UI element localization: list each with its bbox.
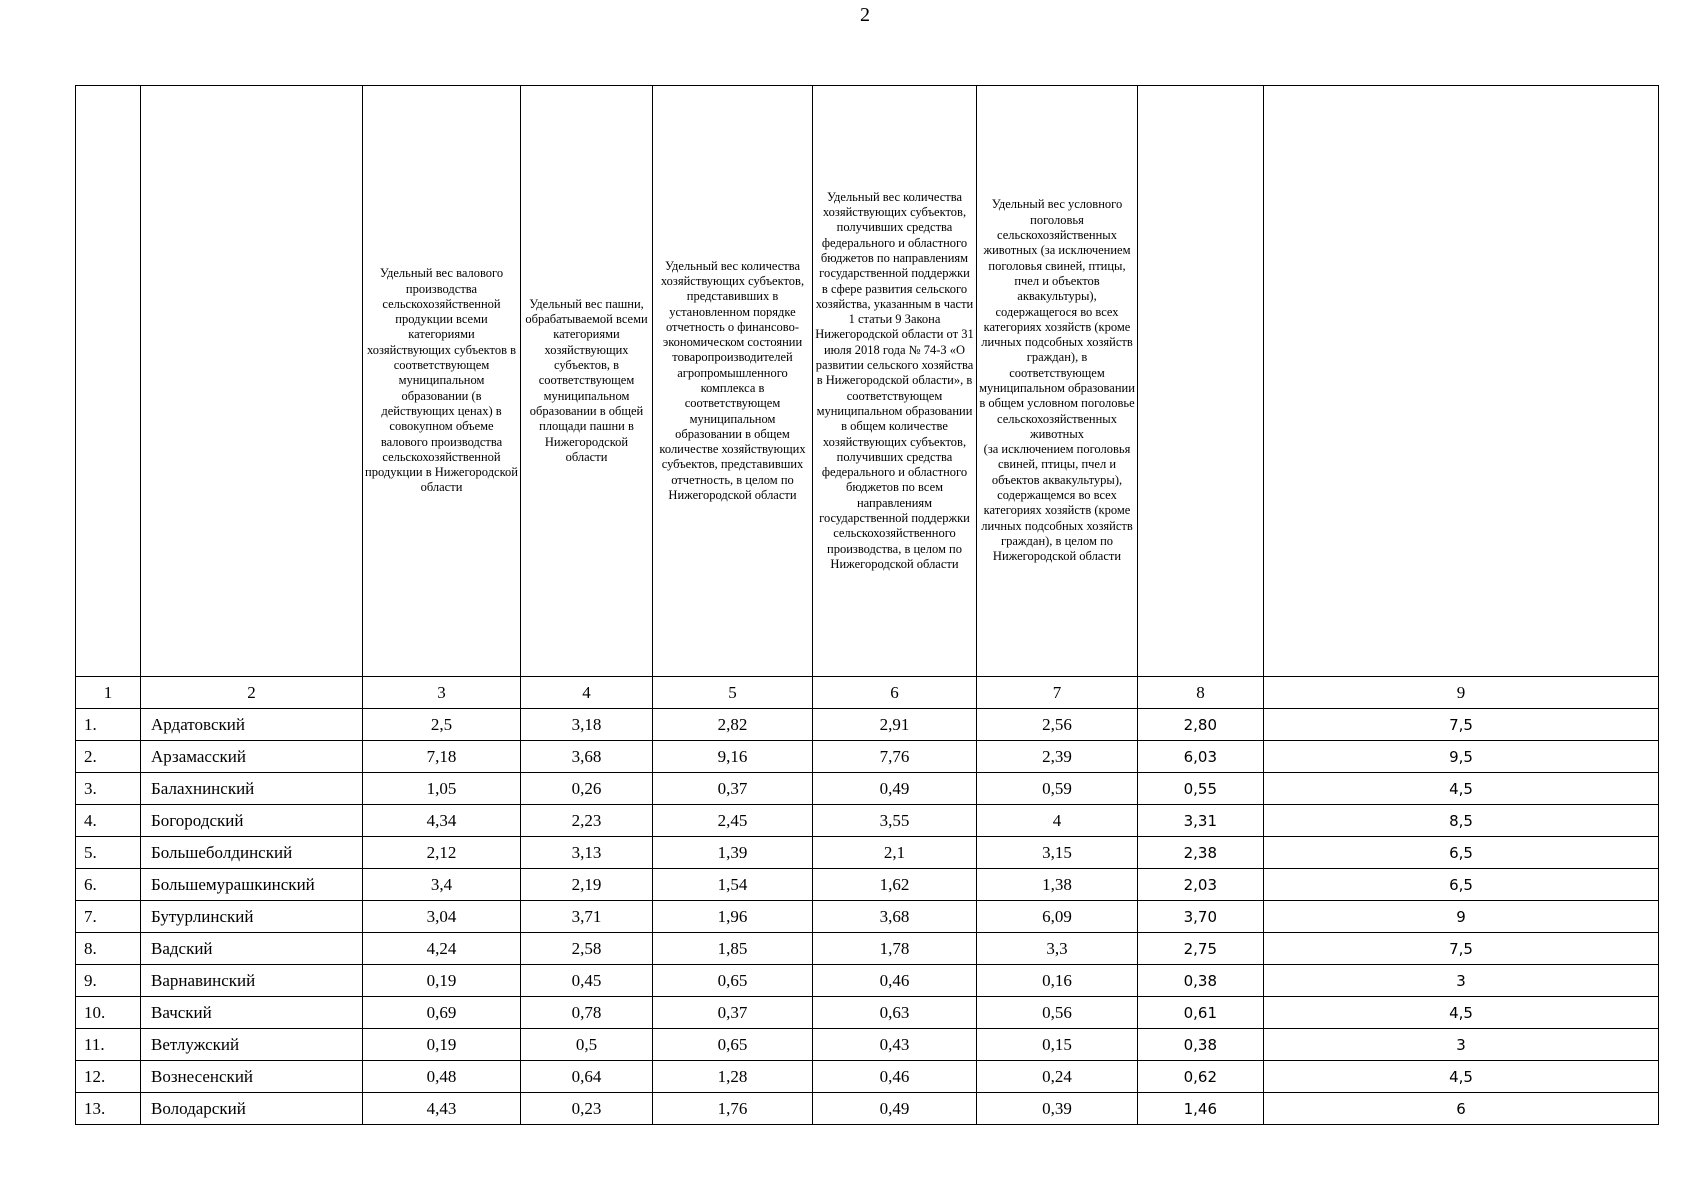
table-row [76, 805, 1659, 837]
value-col-7: 4 [977, 805, 1138, 837]
row-number: 11. [76, 1029, 141, 1061]
value-col-3: 0,19 [363, 965, 521, 997]
value-col-8: 0,38 [1138, 965, 1264, 997]
value-col-8: 2,03 [1138, 869, 1264, 901]
value-col-7: 0,24 [977, 1061, 1138, 1093]
value-col-5: 1,85 [653, 933, 813, 965]
table-row [76, 741, 1659, 773]
value-col-5: 0,65 [653, 965, 813, 997]
table-row [76, 1061, 1659, 1093]
column-number: 3 [363, 677, 521, 709]
row-number: 9. [76, 965, 141, 997]
district-name: Ветлужский [141, 1029, 363, 1061]
value-col-9: 6,5 [1264, 869, 1659, 901]
value-col-3: 2,12 [363, 837, 521, 869]
value-col-7: 3,3 [977, 933, 1138, 965]
row-number: 7. [76, 901, 141, 933]
table-row [76, 1029, 1659, 1061]
value-col-5: 9,16 [653, 741, 813, 773]
value-col-4: 2,19 [521, 869, 653, 901]
table-row [76, 997, 1659, 1029]
district-name: Вачский [141, 997, 363, 1029]
value-col-6: 1,78 [813, 933, 977, 965]
district-name: Большеболдинский [141, 837, 363, 869]
table-row [76, 965, 1659, 997]
value-col-3: 3,4 [363, 869, 521, 901]
header-cell-6: Удельный вес количества хозяйствующих субъектов, получивших средства федерального и областного бюджетов по направлениям государственной поддержки в сфере развития сельского хозяйства, указанным в части 1 статьи 9 Закона Нижегородской области от 31 июля 2018 года № 74-З «О развитии сельского хозяйства в Нижегородской области», в соответствующем муниципальном образовании в общем количестве хозяйствующих субъектов, получивших средства федерального и областного бюджетов по всем направлениям государственной поддержки сельскохозяйственного производства, в целом по Нижегородской области [813, 86, 977, 677]
value-col-5: 0,65 [653, 1029, 813, 1061]
column-number: 9 [1264, 677, 1659, 709]
value-col-9: 7,5 [1264, 709, 1659, 741]
header-cell-5: Удельный вес количества хозяйствующих субъектов, представивших в установленном порядке отчетность о финансово-экономическом состоянии товаропроизводителей агропромышленного комплекса в соответствующем муниципальном образовании в общем количестве хозяйствующих субъектов, представивших отчетность, в целом по Нижегородской области [653, 86, 813, 677]
value-col-5: 1,28 [653, 1061, 813, 1093]
value-col-7: 0,15 [977, 1029, 1138, 1061]
row-number: 1. [76, 709, 141, 741]
district-name: Вознесенский [141, 1061, 363, 1093]
value-col-6: 2,91 [813, 709, 977, 741]
row-number: 6. [76, 869, 141, 901]
value-col-5: 2,45 [653, 805, 813, 837]
value-col-8: 0,38 [1138, 1029, 1264, 1061]
row-number: 8. [76, 933, 141, 965]
value-col-6: 1,62 [813, 869, 977, 901]
value-col-7: 2,56 [977, 709, 1138, 741]
value-col-9: 4,5 [1264, 997, 1659, 1029]
value-col-7: 3,15 [977, 837, 1138, 869]
row-number: 2. [76, 741, 141, 773]
district-name: Арзамасский [141, 741, 363, 773]
value-col-4: 3,18 [521, 709, 653, 741]
table-row [76, 773, 1659, 805]
district-name: Володарский [141, 1093, 363, 1125]
value-col-3: 0,69 [363, 997, 521, 1029]
value-col-3: 4,24 [363, 933, 521, 965]
value-col-7: 0,59 [977, 773, 1138, 805]
value-col-9: 6,5 [1264, 837, 1659, 869]
value-col-7: 1,38 [977, 869, 1138, 901]
district-name: Большемурашкинский [141, 869, 363, 901]
column-number: 1 [76, 677, 141, 709]
value-col-5: 0,37 [653, 773, 813, 805]
row-number: 5. [76, 837, 141, 869]
district-name: Вадский [141, 933, 363, 965]
value-col-9: 4,5 [1264, 773, 1659, 805]
header-cell-7-part-1: Удельный вес условного поголовья сельскохозяйственных животных (за исключением поголовья свиней, птицы, пчел и объектов аквакультуры), содержащегося во всех категориях хозяйств (кроме личных подсобных хозяйств граждан), в соответствующем муниципальном образовании в общем условном поголовье сельскохозяйственных животных [979, 197, 1135, 441]
value-col-9: 3 [1264, 1029, 1659, 1061]
district-name: Ардатовский [141, 709, 363, 741]
value-col-9: 4,5 [1264, 1061, 1659, 1093]
value-col-4: 0,45 [521, 965, 653, 997]
value-col-4: 3,13 [521, 837, 653, 869]
value-col-9: 9 [1264, 901, 1659, 933]
value-col-8: 0,55 [1138, 773, 1264, 805]
value-col-3: 2,5 [363, 709, 521, 741]
value-col-9: 3 [1264, 965, 1659, 997]
row-number: 12. [76, 1061, 141, 1093]
value-col-7: 0,56 [977, 997, 1138, 1029]
row-number: 4. [76, 805, 141, 837]
value-col-9: 8,5 [1264, 805, 1659, 837]
value-col-3: 0,19 [363, 1029, 521, 1061]
value-col-6: 0,46 [813, 965, 977, 997]
header-cell-3: Удельный вес валового производства сельскохозяйственной продукции всеми категориями хозяйствующих субъектов в соответствующем муниципальном образовании (в действующих ценах) в совокупном объеме валового производства сельскохозяйственной продукции в Нижегородской области [363, 86, 521, 677]
row-number: 13. [76, 1093, 141, 1125]
value-col-5: 1,39 [653, 837, 813, 869]
value-col-7: 0,16 [977, 965, 1138, 997]
district-name: Варнавинский [141, 965, 363, 997]
value-col-6: 7,76 [813, 741, 977, 773]
value-col-4: 3,71 [521, 901, 653, 933]
value-col-4: 3,68 [521, 741, 653, 773]
district-name: Бутурлинский [141, 901, 363, 933]
value-col-9: 7,5 [1264, 933, 1659, 965]
value-col-6: 0,43 [813, 1029, 977, 1061]
value-col-6: 0,49 [813, 1093, 977, 1125]
value-col-8: 0,61 [1138, 997, 1264, 1029]
row-number: 10. [76, 997, 141, 1029]
table-row [76, 933, 1659, 965]
header-cell-9 [1264, 86, 1659, 677]
value-col-6: 0,46 [813, 1061, 977, 1093]
value-col-9: 6 [1264, 1093, 1659, 1125]
value-col-8: 6,03 [1138, 741, 1264, 773]
value-col-4: 0,26 [521, 773, 653, 805]
column-number: 4 [521, 677, 653, 709]
value-col-8: 2,38 [1138, 837, 1264, 869]
column-number: 2 [141, 677, 363, 709]
value-col-5: 1,54 [653, 869, 813, 901]
column-number: 5 [653, 677, 813, 709]
value-col-3: 1,05 [363, 773, 521, 805]
value-col-4: 0,78 [521, 997, 653, 1029]
value-col-7: 2,39 [977, 741, 1138, 773]
header-cell-1 [76, 86, 141, 677]
value-col-3: 4,43 [363, 1093, 521, 1125]
value-col-6: 2,1 [813, 837, 977, 869]
table-row [76, 869, 1659, 901]
value-col-8: 2,80 [1138, 709, 1264, 741]
value-col-6: 3,55 [813, 805, 977, 837]
table-row [76, 901, 1659, 933]
column-number: 8 [1138, 677, 1264, 709]
value-col-8: 3,31 [1138, 805, 1264, 837]
column-number: 6 [813, 677, 977, 709]
value-col-9: 9,5 [1264, 741, 1659, 773]
value-col-4: 0,64 [521, 1061, 653, 1093]
value-col-4: 0,23 [521, 1093, 653, 1125]
header-cell-2 [141, 86, 363, 677]
value-col-5: 1,76 [653, 1093, 813, 1125]
value-col-6: 0,49 [813, 773, 977, 805]
value-col-3: 3,04 [363, 901, 521, 933]
value-col-8: 2,75 [1138, 933, 1264, 965]
header-cell-7-part-2: (за исключением поголовья свиней, птицы, пчел и объектов аквакультуры), содержащемся во всех категориях хозяйств (кроме личных подсобных хозяйств граждан), в целом по Нижегородской области [981, 442, 1133, 564]
value-col-5: 2,82 [653, 709, 813, 741]
value-col-4: 0,5 [521, 1029, 653, 1061]
table-row [76, 1093, 1659, 1125]
row-number: 3. [76, 773, 141, 805]
header-cell-7 [977, 86, 1138, 677]
district-name: Богородский [141, 805, 363, 837]
table-row [76, 837, 1659, 869]
district-name: Балахнинский [141, 773, 363, 805]
value-col-5: 0,37 [653, 997, 813, 1029]
value-col-7: 0,39 [977, 1093, 1138, 1125]
column-number: 7 [977, 677, 1138, 709]
value-col-7: 6,09 [977, 901, 1138, 933]
value-col-3: 0,48 [363, 1061, 521, 1093]
value-col-6: 3,68 [813, 901, 977, 933]
indicators-table [75, 85, 1659, 1125]
table-row [76, 709, 1659, 741]
column-number-row [76, 677, 1659, 709]
value-col-8: 0,62 [1138, 1061, 1264, 1093]
value-col-3: 7,18 [363, 741, 521, 773]
table-header-row [76, 86, 1659, 677]
page-number: 2 [860, 4, 870, 26]
value-col-3: 4,34 [363, 805, 521, 837]
value-col-8: 1,46 [1138, 1093, 1264, 1125]
header-cell-8 [1138, 86, 1264, 677]
value-col-6: 0,63 [813, 997, 977, 1029]
header-cell-4: Удельный вес пашни, обрабатываемой всеми категориями хозяйствующих субъектов, в соответствующем муниципальном образовании в общей площади пашни в Нижегородской области [521, 86, 653, 677]
value-col-4: 2,23 [521, 805, 653, 837]
value-col-5: 1,96 [653, 901, 813, 933]
value-col-4: 2,58 [521, 933, 653, 965]
value-col-8: 3,70 [1138, 901, 1264, 933]
